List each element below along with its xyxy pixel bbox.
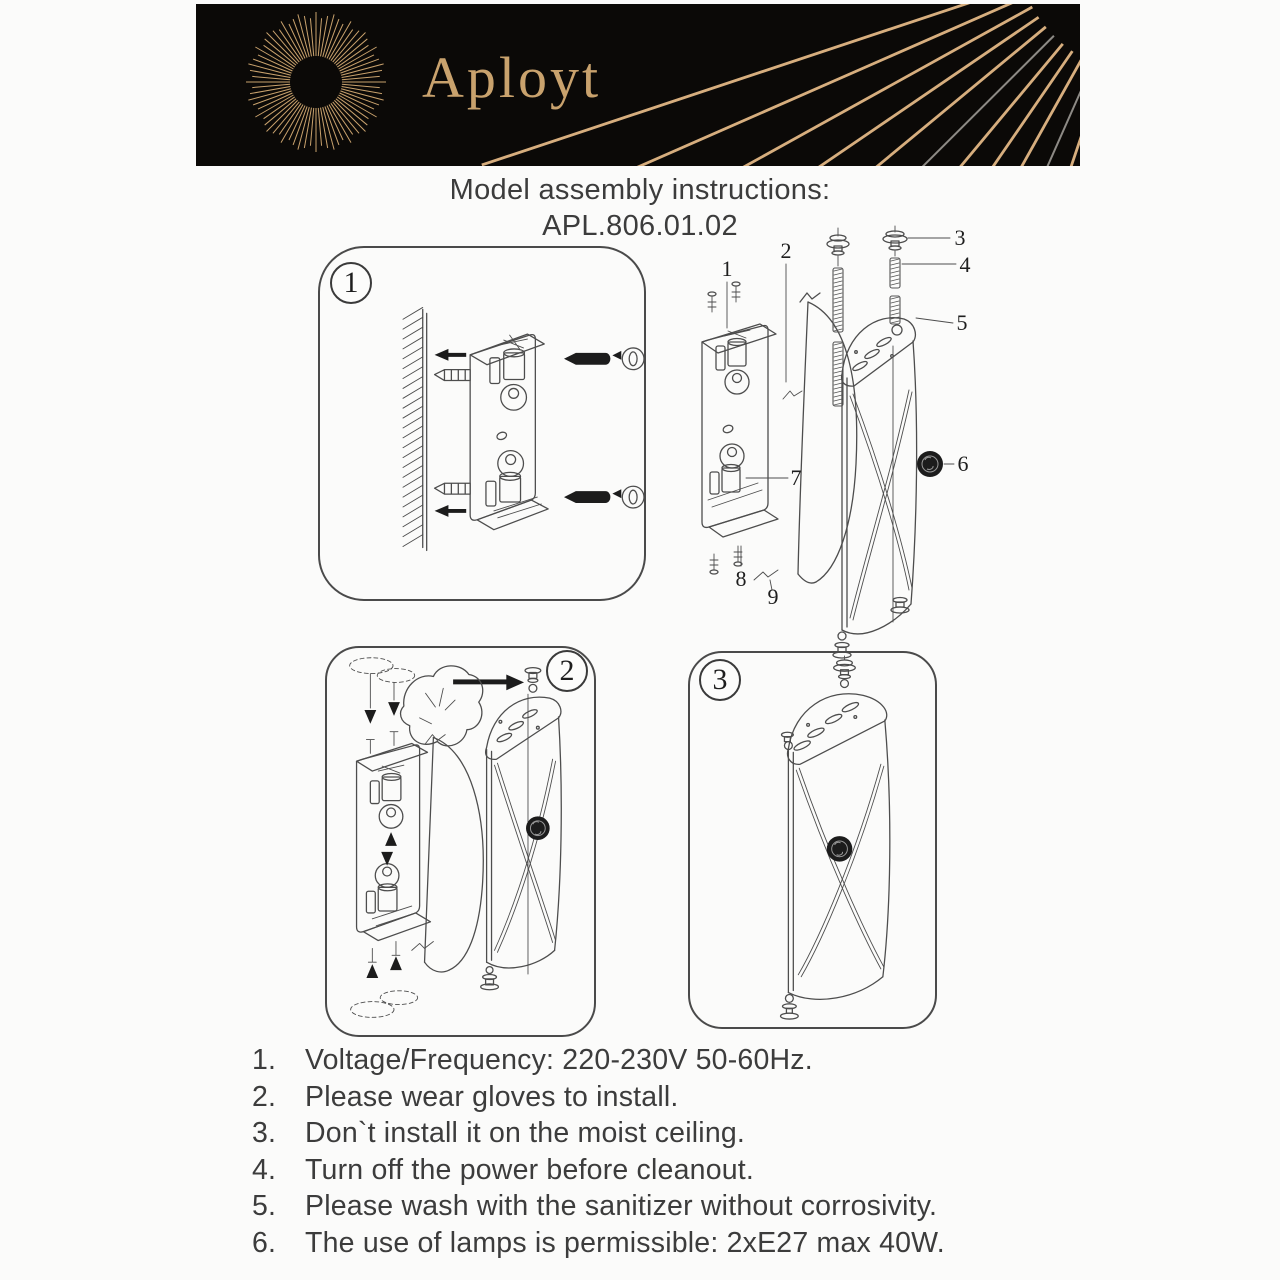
glove-cloth	[401, 666, 483, 746]
item-number: 3.	[252, 1117, 277, 1149]
svg-text:6: 6	[957, 451, 969, 476]
instruction-item-5	[252, 1188, 1082, 1225]
sunburst-logo-icon	[246, 12, 386, 152]
model-number: APL.806.01.02	[542, 210, 738, 242]
step2-diagram	[327, 648, 594, 1035]
instructions-list	[252, 1042, 1082, 1261]
step3-panel	[688, 651, 937, 1029]
decor-knob-part	[917, 451, 943, 477]
exploded-diagram	[688, 224, 1008, 664]
threaded-rods	[827, 226, 907, 406]
outer-shade-part	[833, 318, 917, 658]
instruction-item-1	[252, 1042, 1082, 1079]
item-text: Voltage/Frequency: 220-230V 50-60Hz.	[305, 1044, 813, 1076]
step1-diagram	[320, 248, 644, 599]
bracket-part	[702, 282, 778, 574]
svg-text:1: 1	[721, 256, 733, 281]
item-number: 1.	[252, 1044, 277, 1076]
step2-badge: 2	[546, 650, 588, 692]
step2-panel	[325, 646, 596, 1037]
item-number: 4.	[252, 1153, 277, 1186]
decor-knob	[526, 816, 550, 840]
exploded-view	[688, 224, 1008, 664]
instruction-item-3	[252, 1115, 1082, 1152]
svg-text:7: 7	[790, 465, 802, 490]
item-number: 2.	[252, 1080, 277, 1113]
instruction-item-6	[252, 1225, 1082, 1262]
step1-badge: 1	[330, 262, 372, 304]
item-number: 6.	[252, 1226, 277, 1259]
instruction-item-2	[252, 1079, 1082, 1116]
step3-diagram	[690, 653, 935, 1027]
svg-text:4: 4	[959, 252, 971, 277]
item-text: The use of lamps is permissible: 2xE27 max 40W.	[305, 1226, 945, 1259]
item-number: 5.	[252, 1190, 277, 1222]
item-text: Don`t install it on the moist ceiling.	[305, 1117, 746, 1149]
page-title	[0, 172, 1280, 244]
arrows-and-screws	[435, 349, 622, 517]
wall-anchors	[435, 370, 471, 494]
part-labels	[722, 225, 971, 609]
item-text: Please wear gloves to install.	[305, 1080, 679, 1113]
brand-banner	[196, 4, 1080, 166]
step1-panel	[318, 246, 646, 601]
rotation-marks	[350, 658, 418, 1018]
svg-text:2: 2	[780, 238, 792, 263]
step3-badge: 3	[699, 659, 741, 701]
svg-text:9: 9	[767, 584, 779, 609]
decor-knob	[827, 836, 853, 862]
wall	[403, 307, 427, 550]
screw-keys	[622, 348, 644, 508]
svg-text:3: 3	[954, 225, 966, 250]
item-text: Turn off the power before cleanout.	[305, 1153, 755, 1186]
svg-text:8: 8	[735, 566, 747, 591]
instruction-item-4	[252, 1152, 1082, 1189]
instructions-title: Model assembly instructions:	[449, 174, 831, 206]
banner-art	[196, 4, 1080, 166]
item-text: Please wash with the sanitizer without corrosivity.	[305, 1190, 938, 1222]
inner-shade	[412, 735, 484, 972]
mounting-bracket	[470, 334, 548, 530]
svg-text:5: 5	[956, 310, 968, 335]
brand-wordmark: Aployt	[422, 45, 602, 110]
